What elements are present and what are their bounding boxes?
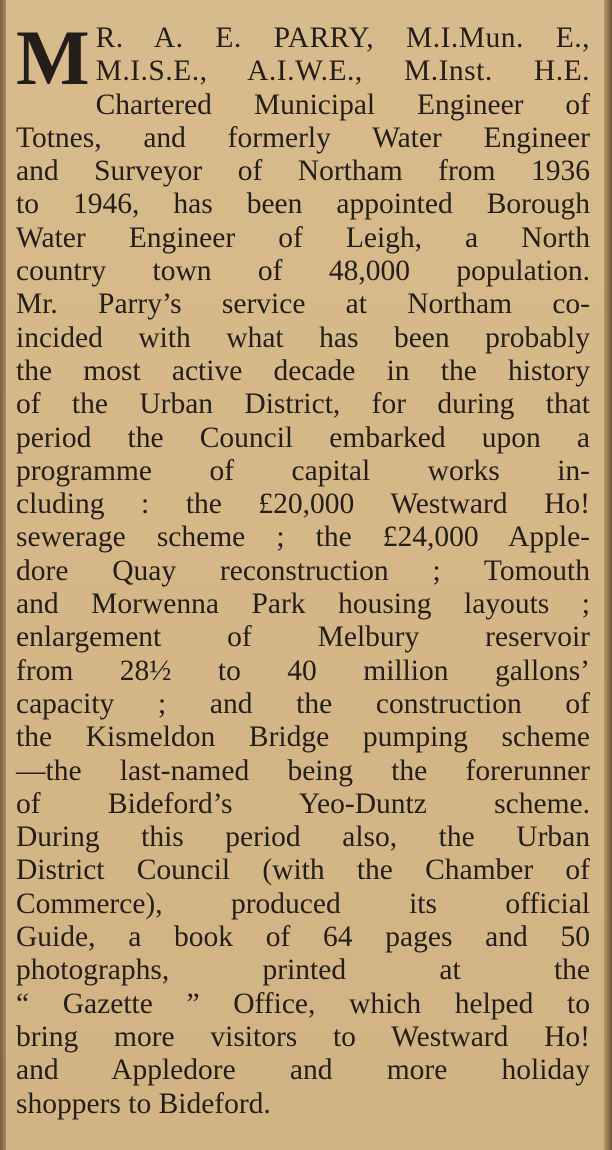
- article-line: sewerage scheme ; the £24,000 Apple-: [16, 521, 590, 554]
- article-line: Mr. Parry’s service at Northam co-: [16, 288, 590, 321]
- article-line: the most active decade in the history: [16, 354, 590, 387]
- article-line: the Kismeldon Bridge pumping scheme: [16, 721, 590, 754]
- article-line: of Bideford’s Yeo-Duntz scheme.: [16, 787, 590, 820]
- article-line: —the last-named being the forerunner: [16, 754, 590, 787]
- article-line: M.I.S.E., A.I.W.E., M.Inst. H.E.: [95, 55, 590, 88]
- cut-off-heading: [6, 0, 604, 14]
- clipping-right-edge: [604, 0, 612, 1150]
- article-line: incided with what has been probably: [16, 321, 590, 354]
- article-line: and Surveyor of Northam from 1936: [16, 155, 590, 188]
- article-line: dore Quay reconstruction ; Tomouth: [16, 554, 590, 587]
- clipping-left-edge: [0, 0, 6, 1150]
- article-line: and Morwenna Park housing layouts ;: [16, 588, 590, 621]
- article-line: to 1946, has been appointed Borough: [16, 188, 590, 221]
- article-line: programme of capital works in-: [16, 454, 590, 487]
- article-line: country town of 48,000 population.: [16, 255, 590, 288]
- article-line: enlargement of Melbury reservoir: [16, 621, 590, 654]
- article-line: capacity ; and the construction of: [16, 687, 590, 720]
- article-line: cluding : the £20,000 Westward Ho!: [16, 488, 590, 521]
- article-line: Chartered Municipal Engineer of: [95, 88, 590, 121]
- article-line: bring more visitors to Westward Ho!: [16, 1020, 590, 1053]
- article-line: shoppers to Bideford.: [16, 1087, 271, 1120]
- article-line: During this period also, the Urban: [16, 821, 590, 854]
- article-line: and Appledore and more holiday: [16, 1054, 590, 1087]
- article-line: period the Council embarked upon a: [16, 421, 590, 454]
- drop-cap: M: [16, 14, 90, 101]
- article-line: Guide, a book of 64 pages and 50: [16, 921, 590, 954]
- article-line: Totnes, and formerly Water Engineer: [16, 121, 590, 154]
- article-line: District Council (with the Chamber of: [16, 854, 590, 887]
- article-line: of the Urban District, for during that: [16, 388, 590, 421]
- article-line: “ Gazette ” Office, which helped to: [16, 987, 590, 1020]
- article-line: from 28½ to 40 million gallons’: [16, 654, 590, 687]
- article-body: [16, 14, 590, 1121]
- article-line: Water Engineer of Leigh, a North: [16, 221, 590, 254]
- article-line: Commerce), produced its official: [16, 887, 590, 920]
- article-line: photographs, printed at the: [16, 954, 590, 987]
- article-line: R. A. E. PARRY, M.I.Mun. E.,: [95, 22, 590, 54]
